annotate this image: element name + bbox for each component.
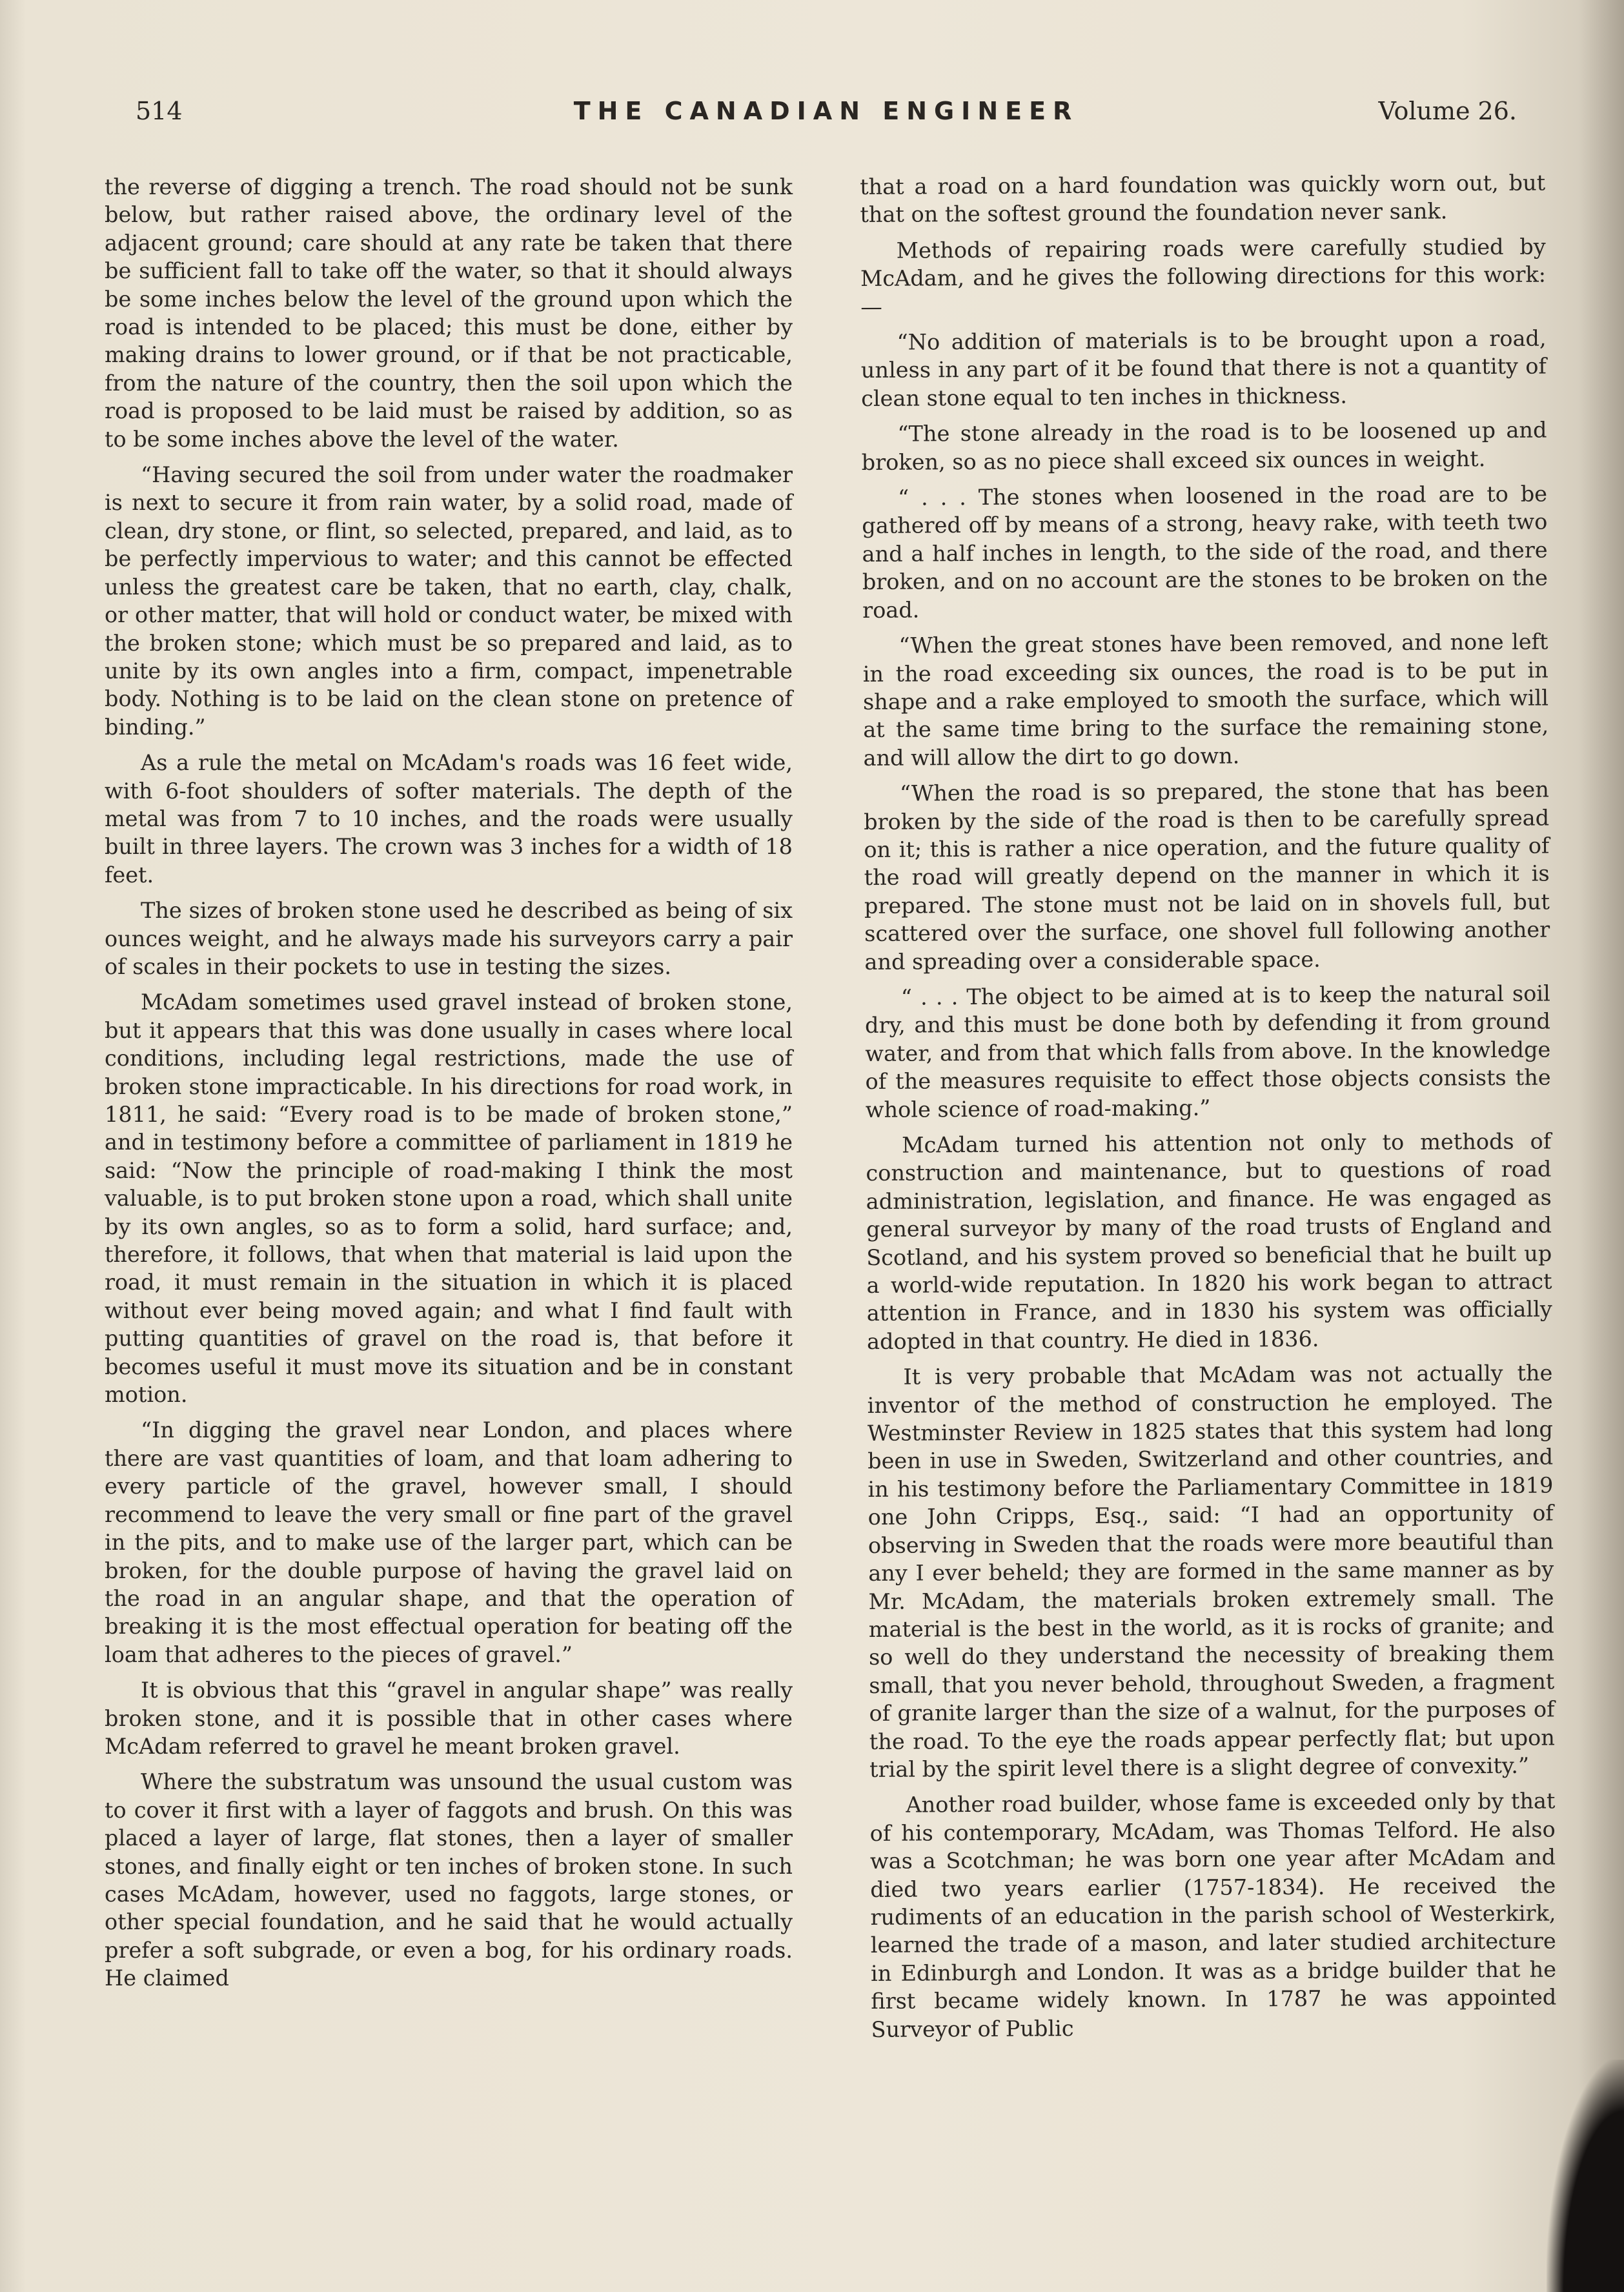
volume-label: Volume 26. xyxy=(1378,97,1517,125)
paragraph: “No addition of materials is to be brought upon a road, unless in any part of it be found that there is not a quantity of clean stone equal to ten inches in thickness. xyxy=(860,325,1547,411)
paragraph: McAdam turned his attention not only to methods of construction and maintenance, but to questions of road administration, legislation, and finance. He was engaged as general surveyor by many of the road trusts of England and Scotland, and his system proved so beneficial that he built up a world-wide reputation. In 1820 his work began to attract attention in France, and in 1830 his system was officially adopted in that country. He died in 1836. xyxy=(866,1128,1552,1354)
paragraph: McAdam sometimes used gravel instead of broken stone, but it appears that this was done usually in cases where local conditions, including legal restrictions, made the use of broken stone impracticable. In his directions for road work, in 1811, he said: “Every road is to be made of broken stone,” and in testimony before a committee of parliament in 1819 he said: “Now the principle of road-making I think the most valuable, is to put broken stone upon a road, which shall unite by its own angles, so as to form a solid, hard surface; and, therefore, it follows, that when that material is laid upon the road, it must remain in the situation in which it is placed without ever being moved again; and what I find fault with putting quantities of gravel on the road is, that before it becomes useful it must move its situation and be in constant motion. xyxy=(105,989,793,1408)
left-column xyxy=(105,173,793,2000)
running-header xyxy=(136,97,1517,136)
paragraph: “ . . . The object to be aimed at is to keep the natural soil dry, and this must be done both by defending it from ground water, and from that which falls from above. In the knowledge of the measures requisite to effect those objects consists the whole science of road-making.” xyxy=(864,980,1551,1122)
paragraph: “When the great stones have been removed, and none left in the road exceeding six ounces, the road is to be put in shape and a rake employed to smooth the surface, which will at the same time bring to the surface the remaining stone, and will allow the dirt to go down. xyxy=(862,629,1549,771)
paragraph: the reverse of digging a trench. The road should not be sunk below, but rather raised above, the ordinary level of the adjacent ground; care should at any rate be taken that there be sufficient fall to take off the water, so that it should always be some inches below the level of the ground upon which the road is intended to be placed; this must be done, either by making drains to lower ground, or if that be not practicable, from the nature of the country, then the soil upon which the road is proposed to be laid must be raised by addition, so as to be some inches above the level of the water. xyxy=(105,174,793,452)
right-column xyxy=(860,169,1557,2051)
journal-title: THE CANADIAN ENGINEER xyxy=(573,97,1079,125)
paragraph: As a rule the metal on McAdam's roads was 16 feet wide, with 6-foot shoulders of softer materials. The depth of the metal was from 7 to 10 inches, and the roads were usually built in three layers. The crown was 3 inches for a width of 18 feet. xyxy=(105,750,793,887)
paragraph: “When the road is so prepared, the stone that has been broken by the side of the road is then to be carefully spread on it; this is rather a nice operation, and the future quality of the road will greatly depend on the manner in which it is prepared. The stone must not be laid on in shovels full, but scattered over the surface, one shovel full following another and spreading over a considerable space. xyxy=(864,776,1550,975)
paragraph: It is obvious that this “gravel in angular shape” was really broken stone, and it is possible that in other cases where McAdam referred to gravel he meant broken gravel. xyxy=(105,1678,793,1759)
paragraph: “The stone already in the road is to be loosened up and broken, so as no piece shall exceed six ounces in weight. xyxy=(861,417,1547,475)
paragraph: Methods of repairing roads were carefully studied by McAdam, and he gives the following directions for this work:— xyxy=(860,234,1547,319)
paragraph: “In digging the gravel near London, and places where there are vast quantities of loam, and that loam adhering to every particle of the gravel, however small, I should recommend to leave the very small or fine part of the gravel in the pits, and to make use of the larger part, which can be broken, for the double purpose of having the gravel laid on the road in an angular shape, and that the operation of breaking it is the most effectual operation for beating off the loam that adheres to the pieces of gravel.” xyxy=(105,1417,793,1667)
paragraph: Another road builder, whose fame is exceeded only by that of his contemporary, McAdam, was Thomas Telford. He also was a Scotchman; he was born one year after McAdam and died two years earlier (1757-1834). He received the rudiments of an education in the parish school of Westerkirk, learned the trade of a mason, and later studied architecture in Edinburgh and London. It was as a bridge builder that he first became widely known. In 1787 he was appointed Surveyor of Public xyxy=(869,1788,1557,2042)
paragraph: The sizes of broken stone used he described as being of six ounces weight, and he always made his surveyors carry a pair of scales in their pockets to use in testing the sizes. xyxy=(105,898,793,979)
paragraph: Where the substratum was unsound the usual custom was to cover it first with a layer of faggots and brush. On this was placed a layer of large, flat stones, then a layer of smaller stones, and finally eight or ten inches of broken stone. In such cases McAdam, however, used no faggots, large stones, or other special foundation, and he said that he would actually prefer a soft subgrade, or even a bog, for his ordinary roads. He claimed xyxy=(105,1769,793,1991)
paragraph: that a road on a hard foundation was quickly worn out, but that on the softest ground the foundation never sank. xyxy=(860,170,1546,228)
page-corner-shadow xyxy=(1547,2060,1624,2292)
page-number: 514 xyxy=(136,97,183,125)
paragraph: “ . . . The stones when loosened in the road are to be gathered off by means of a strong, heavy rake, with teeth two and a half inches in length, to the side of the road, and there broken, and on no account are the stones to be broken on the road. xyxy=(862,481,1548,623)
paragraph: “Having secured the soil from under water the roadmaker is next to secure it from rain water, by a solid road, made of clean, dry stone, or flint, so selected, prepared, and laid, as to be perfectly impervious to water; and this cannot be effected unless the greatest care be taken, that no earth, clay, chalk, or other matter, that will hold or conduct water, be mixed with the broken stone; which must be so prepared and laid, as to unite by its own angles into a firm, compact, impenetrable body. Nothing is to be laid on the clean stone on pretence of binding.” xyxy=(105,462,793,740)
paragraph: It is very probable that McAdam was not actually the inventor of the method of construction he employed. The Westminster Review in 1825 states that this system had long been in use in Sweden, Switzerland and other countries, and in his testimony before the Parliamentary Committee in 1819 one John Cripps, Esq., said: “I had an opportunity of observing in Sweden that the roads were more beautiful than any I ever beheld; they are formed in the same manner as by Mr. McAdam, the materials broken extremely small. The material is the best in the world, as it is rocks of granite; and so well do they understand the necessity of breaking them small, that you never behold, throughout Sweden, a fragment of granite larger than the size of a walnut, for the purposes of the road. To the eye the roads appear perfectly flat; but upon trial by the spirit level there is a slight degree of convexity.” xyxy=(867,1360,1555,1782)
page-edge-shadow xyxy=(1579,0,1624,2292)
